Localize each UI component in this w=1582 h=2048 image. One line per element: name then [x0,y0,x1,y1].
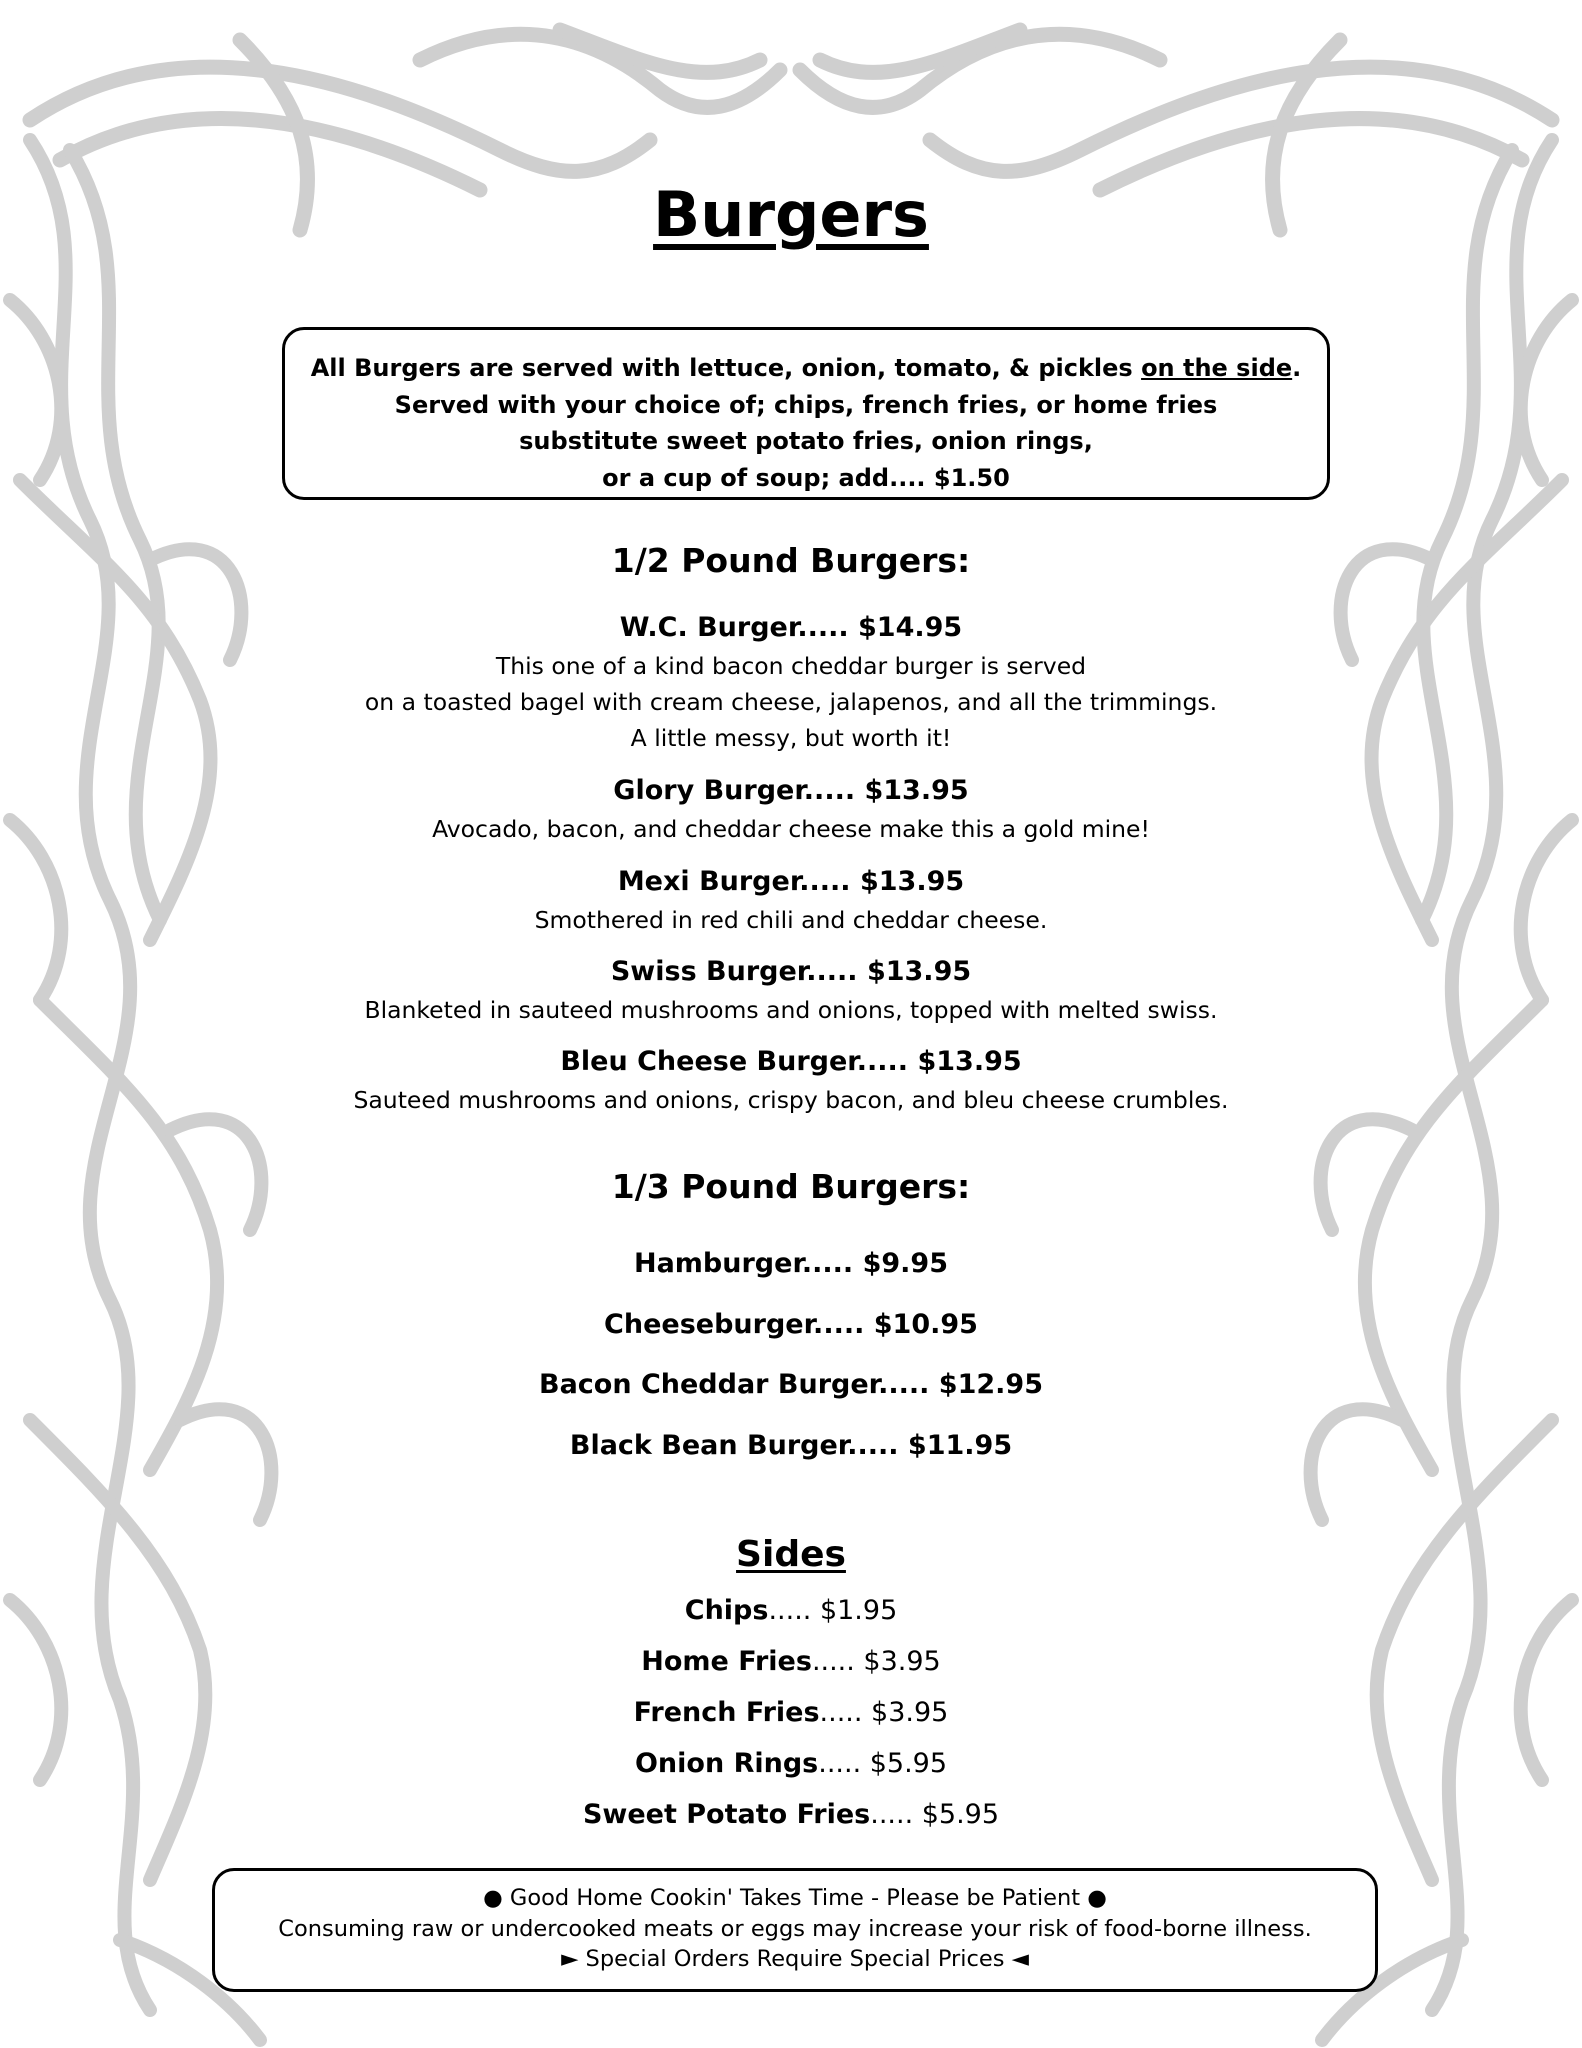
menu-item-title: Black Bean Burger..... $11.95 [569,1430,1013,1461]
side-item: Sweet Potato Fries..... $5.95 [582,1799,1000,1830]
page-title: Burgers [653,178,929,251]
intro-line-4: or a cup of soup; add.... $1.50 [602,463,1010,492]
menu-item-description: on a toasted bagel with cream cheese, jalapenos, and all the trimmings. [364,688,1218,716]
menu-item-description: Avocado, bacon, and cheddar cheese make this a gold mine! [432,815,1150,843]
menu-item-title: Hamburger..... $9.95 [633,1248,948,1279]
intro-info-box [282,327,1330,500]
menu-item-description: This one of a kind bacon cheddar burger is served [495,652,1087,680]
intro-line-1: All Burgers are served with lettuce, onion, tomato, & pickles on the side. [310,354,1302,382]
intro-line-2: Served with your choice of; chips, french fries, or home fries [394,390,1218,419]
menu-item-title: Bleu Cheese Burger..... $13.95 [560,1046,1022,1077]
side-item: French Fries..... $3.95 [633,1697,949,1728]
intro-line-3: substitute sweet potato fries, onion rings, [519,427,1093,455]
footer-line-1: ● Good Home Cookin' Takes Time - Please be Patient ● [483,1885,1107,1911]
menu-item-title: Mexi Burger..... $13.95 [617,866,965,897]
menu-item-title: Bacon Cheddar Burger..... $12.95 [538,1369,1043,1400]
footer-line-2: Consuming raw or undercooked meats or eggs may increase your risk of food-borne illness. [278,1915,1312,1942]
third-pound-heading: 1/3 Pound Burgers: [611,1167,971,1206]
menu-item-title: Glory Burger..... $13.95 [613,775,969,806]
half-pound-heading: 1/2 Pound Burgers: [611,541,971,580]
menu-item-description: A little messy, but worth it! [630,724,952,752]
menu-item-title: Swiss Burger..... $13.95 [610,956,972,987]
side-item: Home Fries..... $3.95 [641,1646,941,1677]
footer-line-3: ► Special Orders Require Special Prices ◄ [561,1946,1029,1972]
side-item: Chips..... $1.95 [684,1595,898,1626]
side-item: Onion Rings..... $5.95 [634,1748,948,1779]
menu-item-description: Blanketed in sauteed mushrooms and onions, topped with melted swiss. [364,996,1218,1024]
footer-notice-box [212,1868,1378,1992]
sides-heading: Sides [736,1534,846,1575]
menu-item-title: W.C. Burger..... $14.95 [619,612,963,643]
menu-item-description: Smothered in red chili and cheddar cheese. [534,906,1048,934]
menu-item-title: Cheeseburger..... $10.95 [604,1309,978,1340]
menu-item-description: Sauteed mushrooms and onions, crispy bacon, and bleu cheese crumbles. [353,1086,1229,1114]
